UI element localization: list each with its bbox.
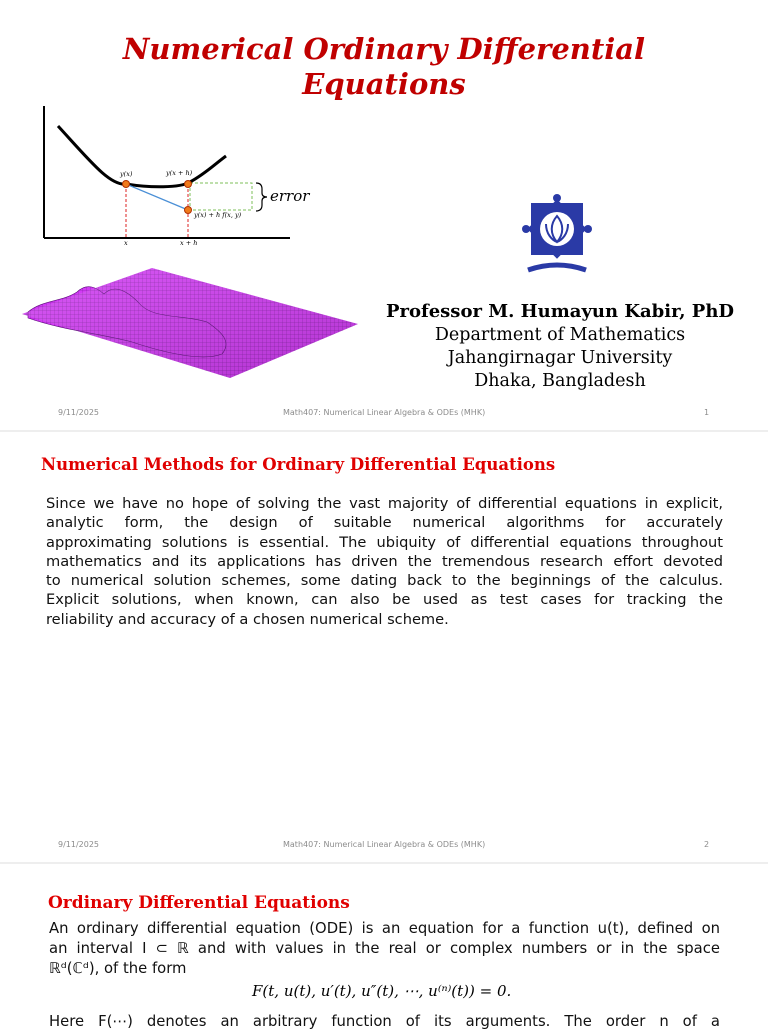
label-yx: y(x) bbox=[120, 170, 133, 178]
error-brace bbox=[256, 183, 267, 211]
slide-paragraph-continued: Here F(⋯) denotes an arbitrary function of its arguments. The order n of a bbox=[49, 1013, 720, 1030]
ode-definition-slide bbox=[0, 864, 768, 1030]
title-slide bbox=[0, 0, 768, 430]
logo-banner bbox=[528, 265, 586, 270]
tick-xh: x + h bbox=[180, 239, 198, 247]
label-error: error bbox=[270, 187, 310, 205]
slide-heading: Ordinary Differential Equations bbox=[48, 893, 350, 913]
footer-date: 9/11/2025 bbox=[58, 840, 100, 849]
slide-title: Numerical Ordinary Differential Equations bbox=[122, 32, 646, 101]
numerical-methods-slide bbox=[0, 432, 768, 862]
label-euler: y(x) + h f(x, y) bbox=[194, 211, 242, 219]
university-logo bbox=[522, 194, 592, 278]
error-box bbox=[190, 183, 252, 210]
label-yxh: y(x + h) bbox=[166, 169, 193, 177]
logo-left-knob bbox=[522, 225, 530, 233]
solution-curve bbox=[58, 126, 226, 187]
footer-course: Math407: Numerical Linear Algebra & ODEs (MHK) bbox=[283, 408, 486, 417]
point-yx bbox=[123, 181, 130, 188]
author-name: Professor M. Humayun Kabir, PhD bbox=[385, 301, 735, 322]
footer-page-number: 1 bbox=[704, 408, 710, 417]
point-euler bbox=[185, 207, 192, 214]
slide-paragraph: Since we have no hope of solving the vast majority of differential equations in explicit, analytic form, the design of suitable numerical algorithms for accurately approximating solutions is essential. The ubiquity of differential equations throughout mathematics and its applications has driven the tremendous research effort devoted to numerical solution schemes, some dating back to the beginnings of the calculus. Explicit solutions, when known, can also be used as test cases for tracking the reliability and accuracy of a chosen numerical scheme. bbox=[46, 495, 723, 628]
location: Dhaka, Bangladesh bbox=[474, 371, 646, 391]
surface-shade bbox=[22, 268, 358, 378]
ode-equation: F(t, u(t), u′(t), u″(t), ⋯, u⁽ⁿ⁾(t)) = 0. bbox=[252, 982, 512, 1000]
euler-error-figure bbox=[30, 106, 310, 248]
surface-plot bbox=[22, 262, 358, 380]
university: Jahangirnagar University bbox=[447, 348, 673, 368]
logo-top-knob bbox=[553, 194, 561, 202]
tick-x: x bbox=[124, 239, 128, 247]
logo-right-knob bbox=[584, 225, 592, 233]
department: Department of Mathematics bbox=[434, 325, 686, 345]
author-block bbox=[370, 300, 750, 393]
point-yxh bbox=[185, 181, 192, 188]
slide-paragraph: An ordinary differential equation (ODE) is an equation for a function u(t), defined on an interval I ⊂ ℝ and with values in the real or complex numbers or in the space ℝᵈ(ℂᵈ), of the form bbox=[49, 920, 720, 977]
footer-page-number: 2 bbox=[704, 840, 710, 849]
slide-heading: Numerical Methods for Ordinary Differential Equations bbox=[41, 455, 556, 474]
footer-course: Math407: Numerical Linear Algebra & ODEs (MHK) bbox=[283, 840, 486, 849]
footer-date: 9/11/2025 bbox=[58, 408, 100, 417]
